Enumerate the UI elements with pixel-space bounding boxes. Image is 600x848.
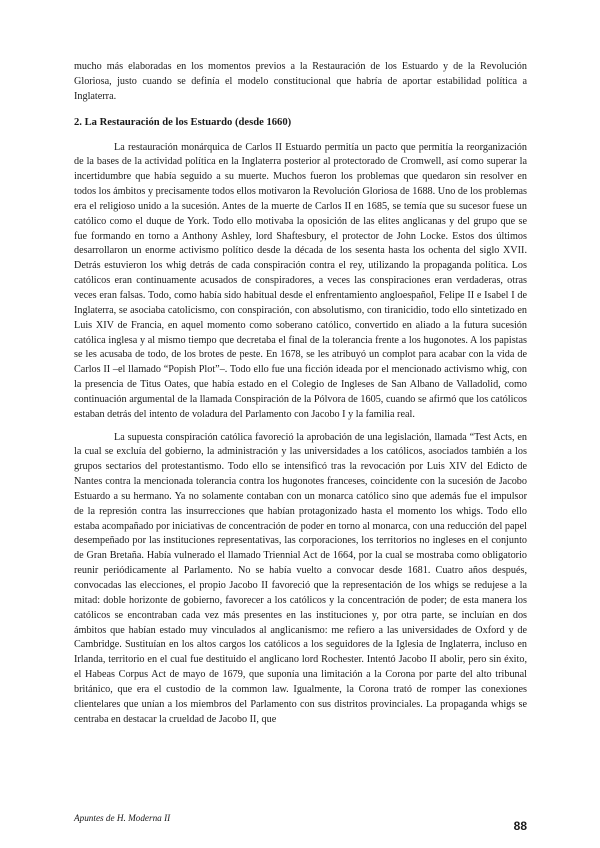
page-number: 88 (513, 819, 527, 833)
intro-paragraph: mucho más elaboradas en los momentos previos a la Restauración de los Estuardo y de la Revolución Gloriosa, justo cuando se definía el modelo constitucional que habría de aportar estabilidad política a Inglaterra. (74, 61, 527, 102)
body-paragraph-1: La restauración monárquica de Carlos II Estuardo permitía un pacto que permitía la reorganización de la bases de la actividad política en la Inglaterra posterior al protectorado de Cromwell, así como superar la incertidumbre que había seguido a su muerte. Muchos fueron los problemas que quedaron sin resolver en todos los ámbitos y precisamente todos ellos motivaron la Revolución Gloriosa de 1688. Uno de los problemas era el religioso unido a la sucesión. Antes de la muerte de Carlos II en 1685, se temía que su sucesor fuese un católico como el duque de York. Todo ello motivaba la oposición de las elites anglicanas y del grupo que se fue formando en torno a Anthony Ashley, lord Shaftesbury, el protector de John Locke. Estos dos últimos desarrollaron un enorme activismo político desde la década de los sesenta hasta los ochenta del siglo XVII. Detrás estuvieron los whig detrás de cada conspiración contra el rey, utilizando la propaganda política. Los católicos eran continuamente acusados de conspiradores, a veces las conspiraciones eran verdaderas, otras veces eran falsas. Todo, como había sido habitual desde el enfrentamiento angloespañol, Felipe II e Isabel I de Inglaterra, se asociaba catolicismo, con conspiración, con absolutismo, con tiranicidio, todo ello sintetizado en Luis XIV de Francia, en aquel momento como soberano católico, convertido en aliado a la futura sucesión católica inglesa y al mismo tiempo que decretaba el final de la tolerancia frente a los hugonotes. A los papistas se les acusaba de todo, de los brotes de peste. En 1678, se les atribuyó un complot para acabar con la vida de Carlos II –el llamado “Popish Plot”–. Todo ello fue una ficción ideada por el mencionado activismo whig, con la presencia de Titus Oates, que había estado en el Colegio de Ingleses de San Albano de Valladolid, como continuación argumental de la llamada Conspiración de la Pólvora de 1605, cuando se afirmó que los católicos estaban detrás del intento de voladura del Parlamento con Jacobo I y la familia real. (74, 141, 527, 420)
body-paragraph-2: La supuesta conspiración católica favoreció la aprobación de una legislación, llamada “Test Acts, en la cual se excluía del gobierno, la administración y las universidades a los católicos, asociados también a los grupos sectarios del protestantismo. Todo ello se intensificó tras la revocación por Luis XIV del Edicto de Nantes contra la mencionada tolerancia contra los hugonotes franceses, coincidente con la sucesión de Jacobo Estuardo a su hermano. Ya no solamente contaban con un monarca católico sino que además fue el impulsor de la represión contra las insurrecciones que habían protagonizado hasta el momento los whigs. Todo ello estaba acompañado por iniciativas de concentración de poder en torno al monarca, con una reducción del papel desempeñado por las instituciones representativas, las corporaciones, los territorios no ingleses en el conjunto de Gran Bretaña. Había vulnerado el llamado Triennial Act de 1664, por la cual se mostraba como obligatorio reunir periódicamente al Parlamento. No se había vuelto a convocar desde 1681. Cuatro años después, convocadas las elecciones, el propio Jacobo II favoreció que la representación de los whigs se redujese a la mitad: doble horizonte de gobierno, favorecer a los católicos y la concentración de poder; de esta manera los católicos se encontraban cada vez más presentes en las instituciones y, por otra parte, se incluían en dos ámbitos que habían estado muy vinculados al anglicanismo: me refiero a las universidades de Oxford y de Cambridge. Sustituían en los altos cargos los católicos a los seguidores de la Iglesia de Inglaterra, incluso en Irlanda, territorio en el cual fue destituido el anglicano lord Rochester. Intentó Jacobo II abolir, pero sin éxito, el Habeas Corpus Act de mayo de 1679, que suponía una limitación a la Corona por parte del alto tribunal británico, que era el custodio de la common law. Igualmente, la Corona trató de romper las conexiones clientelares que unían a los miembros del Parlamento con sus distritos provinciales. La propaganda whigs se centraba en destacar la crueldad de Jacobo II, que (74, 431, 527, 725)
page-footer (74, 813, 527, 833)
page-body (74, 60, 527, 727)
section-heading: 2. La Restauración de los Estuardo (desde 1660) (74, 116, 292, 128)
footer-title: Apuntes de H. Moderna II (74, 813, 171, 823)
